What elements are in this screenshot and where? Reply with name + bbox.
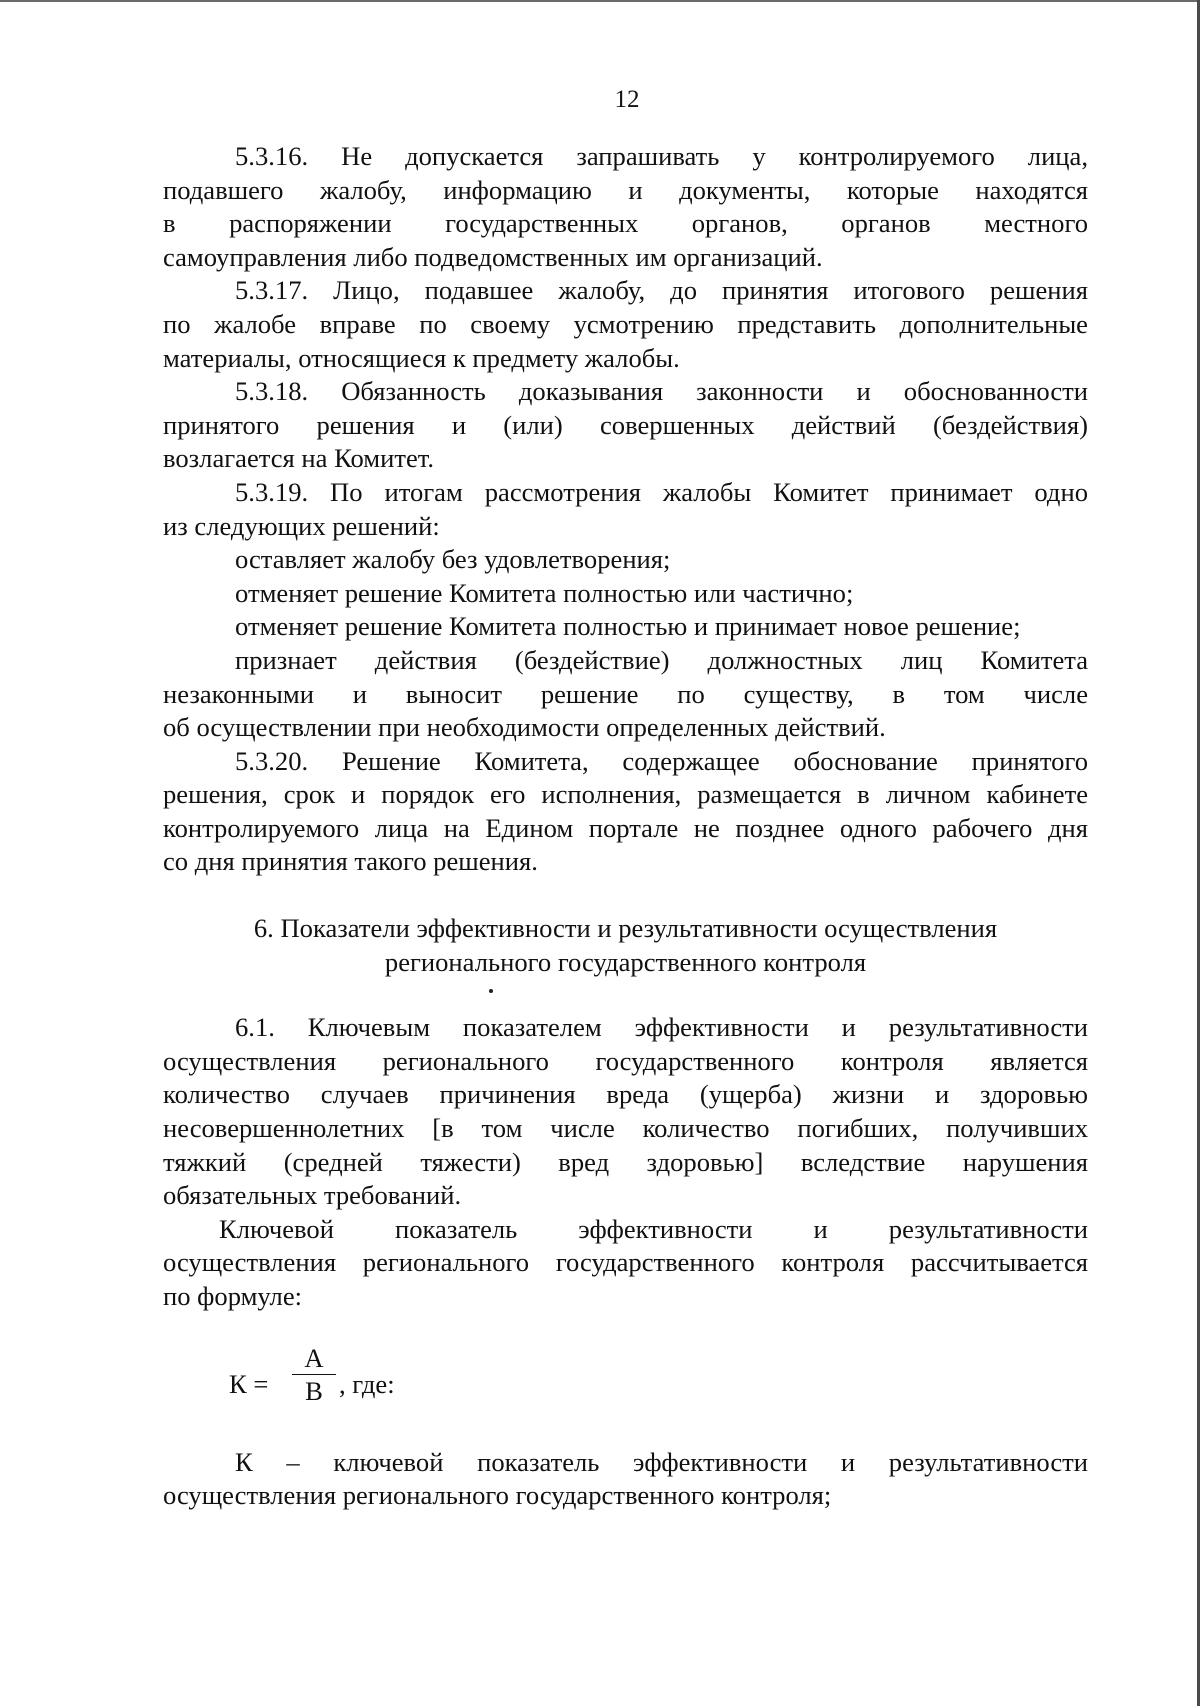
- decision-option-1: оставляет жалобу без удовлетворения;: [235, 544, 671, 575]
- paragraph-line: количество случаев причинения вреда (ущерба) жизни и здоровью: [163, 1079, 1088, 1110]
- paragraph-line: об осуществлении при необходимости определенных действий.: [163, 712, 886, 743]
- paragraph-6-1: [163, 1011, 1088, 1213]
- section-heading-line: регионального государственного контроля: [384, 946, 867, 977]
- formula-denominator: В: [305, 1376, 323, 1407]
- paragraph-line: К – ключевой показатель эффективности и результативности: [235, 1446, 1088, 1477]
- formula-suffix: , где:: [339, 1368, 395, 1399]
- paragraph-5-3-20: [163, 745, 1088, 879]
- paragraph-5-3-17: [163, 274, 1088, 375]
- paragraph-line: Ключевой показатель эффективности и результативности: [219, 1213, 1088, 1244]
- decision-option-3: отменяет решение Комитета полностью и принимает новое решение;: [235, 611, 1021, 642]
- decision-option-2: отменяет решение Комитета полностью или частично;: [235, 577, 854, 608]
- paragraph-line: тяжкий (средней тяжести) вред здоровью] вследствие нарушения: [163, 1146, 1088, 1177]
- paragraph-line: из следующих решений:: [163, 510, 440, 541]
- paragraph-line: осуществления регионального государственного контроля является: [163, 1045, 1088, 1076]
- paragraph-line: обязательных требований.: [163, 1180, 462, 1211]
- paragraph-line: в распоряжении государственных органов, органов местного: [163, 208, 1088, 239]
- page-number: 12: [614, 86, 640, 113]
- paragraph-line: 5.3.18. Обязанность доказывания законности и обоснованности: [235, 376, 1088, 407]
- paragraph-line: контролируемого лица на Едином портале не позднее одного рабочего дня: [163, 812, 1088, 843]
- decision-option-4: признает действия (бездействие) должностных лиц Комитета: [235, 644, 1088, 675]
- section-heading-line: 6. Показатели эффективности и результативности осуществления: [253, 913, 998, 944]
- paragraph-line: со дня принятия такого решения.: [163, 846, 538, 877]
- paragraph-line: осуществления регионального государственного контроля рассчитывается: [163, 1247, 1088, 1278]
- paragraph-line: 6.1. Ключевым показателем эффективности и результативности: [235, 1012, 1088, 1043]
- paragraph-line: 5.3.16. Не допускается запрашивать у контролируемого лица,: [235, 141, 1088, 171]
- paragraph-5-3-16: [163, 140, 1088, 274]
- document-body: [163, 140, 1088, 1513]
- formula-fraction: [291, 1342, 337, 1408]
- paragraph-5-3-19: [163, 476, 1088, 745]
- paragraph-line: несовершеннолетних [в том числе количество погибших, получивших: [163, 1113, 1088, 1144]
- paragraph-line: возлагается на Комитет.: [163, 443, 435, 474]
- formula: [229, 1342, 1088, 1420]
- scan-top-edge: [0, 0, 1200, 2]
- paragraph-5-3-18: [163, 375, 1088, 476]
- paragraph-line: осуществления регионального государственного контроля;: [163, 1480, 832, 1511]
- paragraph-line: по формуле:: [163, 1281, 303, 1311]
- formula-lhs: К =: [229, 1368, 269, 1399]
- scan-speck: [163, 979, 1088, 1011]
- paragraph-line: 5.3.20. Решение Комитета, содержащее обоснование принятого: [235, 745, 1088, 776]
- paragraph-key-indicator: [163, 1213, 1088, 1314]
- paragraph-line: по жалобе вправе по своему усмотрению представить дополнительные: [163, 308, 1088, 339]
- paragraph-k-definition: [163, 1446, 1088, 1513]
- paragraph-line: 5.3.17. Лицо, подавшее жалобу, до принятия итогового решения: [235, 275, 1088, 306]
- paragraph-line: 5.3.19. По итогам рассмотрения жалобы Комитет принимает одно: [235, 476, 1088, 507]
- section-6-heading: [163, 912, 1088, 979]
- formula-numerator: А: [304, 1342, 324, 1373]
- paragraph-line: материалы, относящиеся к предмету жалобы.: [163, 342, 680, 373]
- paragraph-line: принятого решения и (или) совершенных действий (бездействия): [163, 409, 1088, 440]
- paragraph-line: незаконными и выносит решение по существу, в том числе: [163, 678, 1088, 709]
- paragraph-line: подавшего жалобу, информацию и документы, которые находятся: [163, 174, 1088, 205]
- paragraph-line: самоуправления либо подведомственных им организаций.: [163, 241, 823, 272]
- paragraph-line: решения, срок и порядок его исполнения, размещается в личном кабинете: [163, 779, 1088, 810]
